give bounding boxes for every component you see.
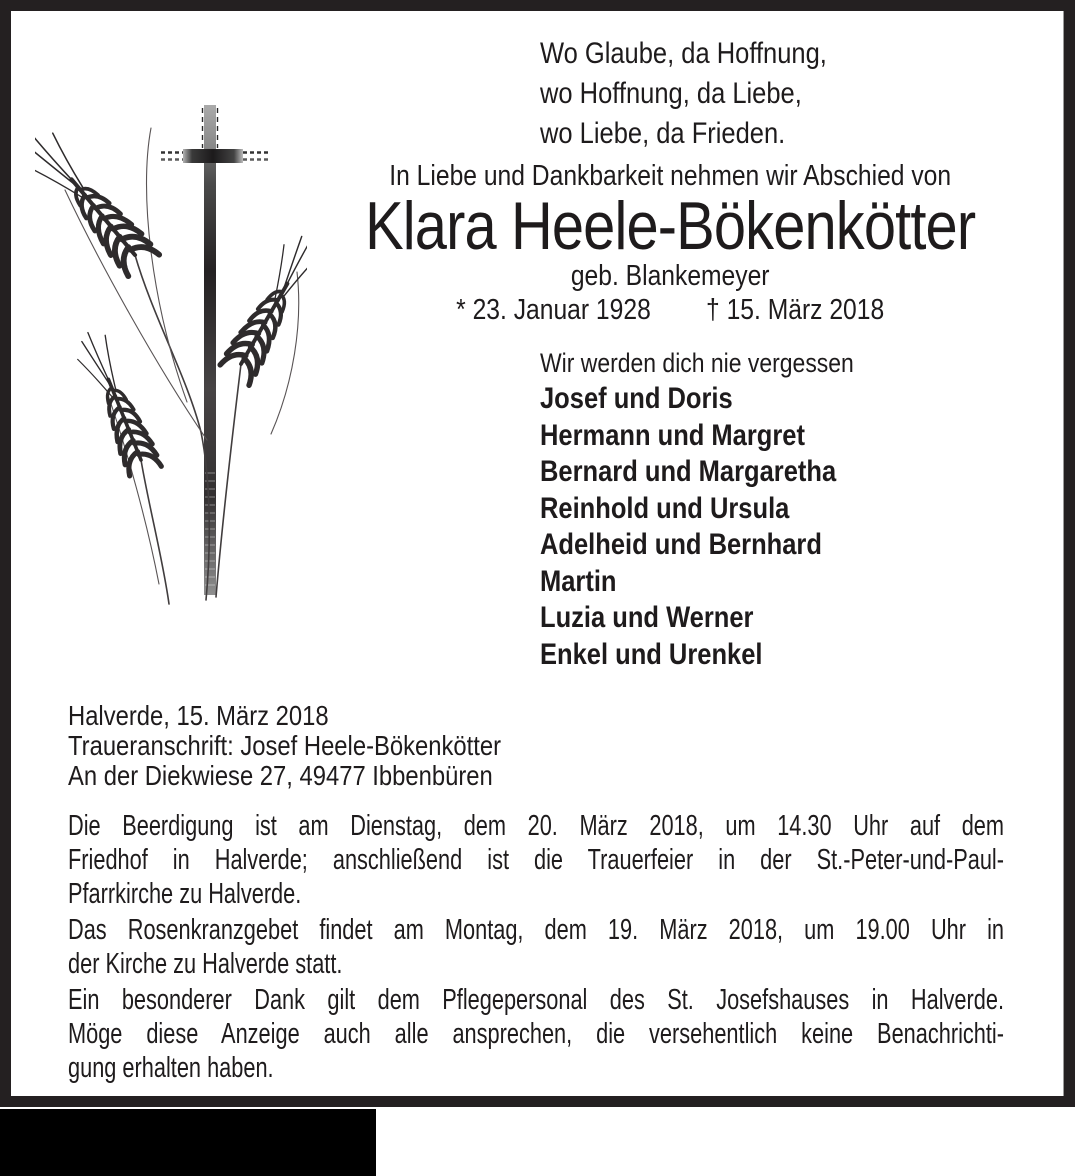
paragraph-line: Das Rosenkranzgebet findet am Montag, dem 19. März 2018, um 19.00 Uhr in bbox=[68, 914, 1004, 946]
cross-horizontal-beam bbox=[183, 149, 243, 163]
birth-date: * 23. Januar 1928 bbox=[456, 294, 651, 326]
deceased-name: Klara Heele-Bökenkötter bbox=[365, 188, 976, 264]
place-date-line: Halverde, 15. März 2018 bbox=[68, 700, 329, 731]
mourner-line: Bernard und Margaretha bbox=[540, 455, 837, 488]
burial-paragraph bbox=[68, 809, 1004, 911]
farewell-line: Wir werden dich nie vergessen bbox=[540, 348, 854, 378]
paragraph-line: gung erhalten haben. bbox=[68, 1052, 274, 1084]
quote-line: Wo Glaube, da Hoffnung, bbox=[540, 37, 827, 70]
quote-line: wo Hoffnung, da Liebe, bbox=[540, 77, 802, 110]
mourner-line: Luzia und Werner bbox=[540, 601, 754, 634]
mourner-line: Hermann und Margret bbox=[540, 418, 805, 452]
street-address-line: An der Diekwiese 27, 49477 Ibbenbüren bbox=[68, 760, 493, 791]
address-block bbox=[68, 701, 612, 791]
intro-line: In Liebe und Dankbarkeit nehmen wir Abschied von bbox=[389, 160, 952, 192]
wheat-ear-upper-left bbox=[35, 123, 159, 282]
mourning-address-line: Traueranschrift: Josef Heele-Bökenkötter bbox=[68, 730, 502, 761]
rosary-paragraph bbox=[68, 913, 1004, 981]
mourner-line: Martin bbox=[540, 564, 617, 598]
paragraph-line: Friedhof in Halverde; anschließend ist die Trauerfeier in der St.-Peter-und-Paul- bbox=[68, 844, 1004, 876]
paragraph-line: Die Beerdigung ist am Dienstag, dem 20. März 2018, um 14.30 Uhr auf dem bbox=[68, 810, 1004, 842]
mourner-line: Adelheid und Bernhard bbox=[540, 528, 822, 561]
paragraph-line: der Kirche zu Halverde statt. bbox=[68, 948, 343, 980]
paragraph-line: Pfarrkirche zu Halverde. bbox=[68, 878, 302, 910]
quote-line: wo Liebe, da Frieden. bbox=[540, 117, 786, 150]
headline-block bbox=[300, 11, 1040, 356]
thanks-paragraph bbox=[68, 983, 1004, 1085]
cross-and-wheat-illustration bbox=[35, 92, 307, 632]
death-date: † 15. März 2018 bbox=[706, 294, 885, 326]
paragraph-line: Möge diese Anzeige auch alle ansprechen, die versehentlich keine Benachrichti- bbox=[68, 1018, 1004, 1050]
announcement-paragraphs bbox=[68, 809, 1004, 1087]
maiden-name: geb. Blankemeyer bbox=[570, 260, 770, 292]
paragraph-line: Ein besonderer Dank gilt dem Pflegepersonal des St. Josefshauses in Halverde. bbox=[68, 984, 1004, 1016]
black-redaction-block bbox=[0, 1109, 376, 1176]
mourner-line: Enkel und Urenkel bbox=[540, 637, 763, 671]
wheat-stems bbox=[135, 255, 241, 604]
mourner-line: Josef und Doris bbox=[540, 382, 733, 415]
life-dates bbox=[300, 296, 1040, 325]
mourner-line: Reinhold und Ursula bbox=[540, 491, 790, 525]
wheat-ear-lower-left bbox=[70, 326, 162, 481]
mourners-list bbox=[540, 381, 982, 673]
